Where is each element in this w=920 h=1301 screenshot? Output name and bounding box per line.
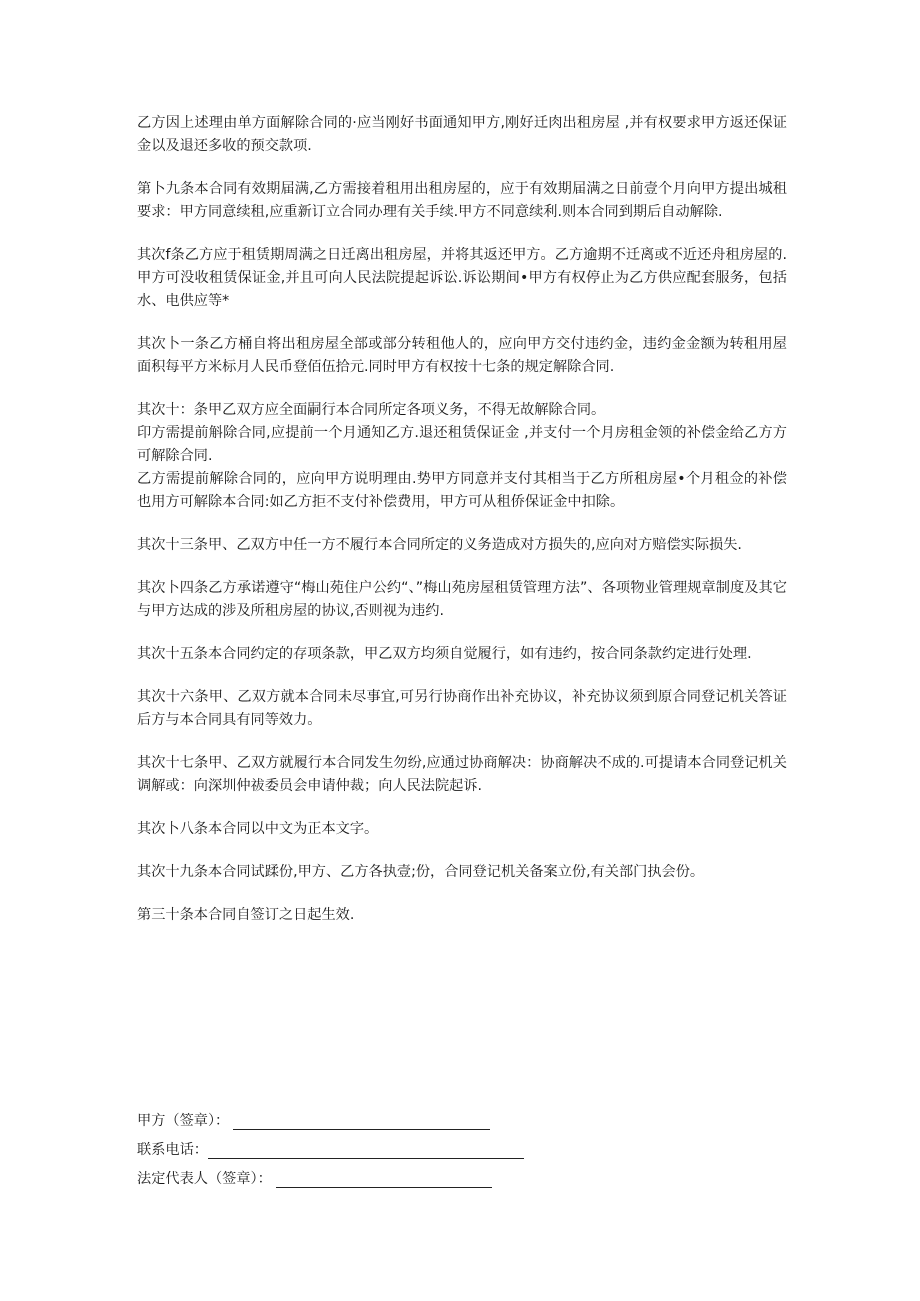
paragraph-article-23: 其次十三条甲、乙双方中任一方不履行本合同所定的义务造成对方损失的,应向对方赔偿实际损失. [137,537,742,553]
phone-label: 联系电话： [137,1142,208,1158]
paragraph-article-20: 其次f条乙方应于租赁期周满之日迁离出租房屋，并将其返还甲方。乙方逾期不迁离或不近还舟租房屋的.甲方可没收租赁保证金,并且可向人民法院提起诉讼.诉讼期间•甲方有权停止为乙方供应配套服务，包括水、电供应等* [137,247,787,309]
party-a-signature-line[interactable] [233,1113,490,1130]
party-a-signature-row [137,1101,524,1130]
paragraph-article-19: 第卜九条本合同有效期届满,乙方需接着租用出租房屋的，应于有效期届满之日前壹个月向甲方提出城租要求：甲方同意续租,应重新订立合同办理有关手续.甲方不同意续利.则本合同到期后自动解除. [137,181,787,220]
legal-rep-signature-label: 法定代表人（签章）： [137,1171,272,1187]
paragraph-article-26: 其次十六条甲、乙双方就本合同未尽事宜,可另行协商作出补充协议，补充协议须到原合同登记机关答证后方与本合同具有同等效力。 [137,689,787,728]
paragraph-article-24: 其次卜四条乙方承诺遵守“梅山苑住户公约“、”梅山苑房屋租赁管理方法”、各项物业管理规章制度及其它与甲方达成的涉及所租房屋的协议,否则视为违约. [137,580,787,619]
phone-row [137,1130,524,1159]
paragraph-article-22-party-b: 乙方需提前解除合同的，应向甲方说明理由.势甲方同意并支付其相当于乙方所租房屋•个月租佥的补偿也用方可解除本合同:如乙方拒不支付补偿费用，甲方可从租侨保证金中扣除。 [137,471,787,510]
paragraph-article-29: 其次十九条本合同试蹂份,甲方、乙方各执壹;份，合同登记机关备案立份,有关部门执会份。 [137,864,705,880]
phone-line[interactable] [208,1142,524,1159]
paragraph-article-22: 其次十：条甲乙双方应全面嗣行本合同所定各项义务，不得无故解除合同。 [137,402,606,418]
legal-rep-signature-line[interactable] [276,1171,492,1188]
legal-rep-signature-row [137,1159,524,1188]
paragraph-article-28: 其次卜八条本合同以中文为正本文字。 [137,821,379,837]
party-a-signature-label: 甲方（签章）： [137,1113,230,1129]
paragraph-article-25: 其次十五条本合同约定的存项条款，甲乙双方均须自觉履行，如有违约，按合同条款约定进行处理. [137,646,752,662]
paragraph-article-27: 其次十七条甲、乙双方就履行本合同发生勿纷,应通过协商解决：协商解决不成的.可提请本合同登记机关调解或：向深圳仲祓委员会申请仲裁；向人民法院起诉. [137,755,787,794]
paragraph-article-30: 第三十条本合同自签订之日起生效. [137,907,355,923]
paragraph-article-22-party-a: 印方需提前斛除合同,应提前一个月通知乙方.退还租赁保证金 ,并支付一个月房租金领的补偿金给乙方方可解除合同. [137,425,787,464]
paragraph-termination-notice: 乙方因上述理由单方面解除合同的·应当刚好书面通知甲方,刚好迁肉出租房屋 ,并有权要求甲方返还保证金以及退还多收的预交款项. [137,115,787,154]
signature-block [137,1101,524,1188]
paragraph-article-21: 其次卜一条乙方桶自将出租房屋全部或部分转租他人的，应向甲方交付违约金，违约金金额为转租用屋面积每平方米标月人民币登佰伍拾元.同时甲方有权按十七条的规定解除合同. [137,336,787,375]
contract-body [137,112,787,947]
